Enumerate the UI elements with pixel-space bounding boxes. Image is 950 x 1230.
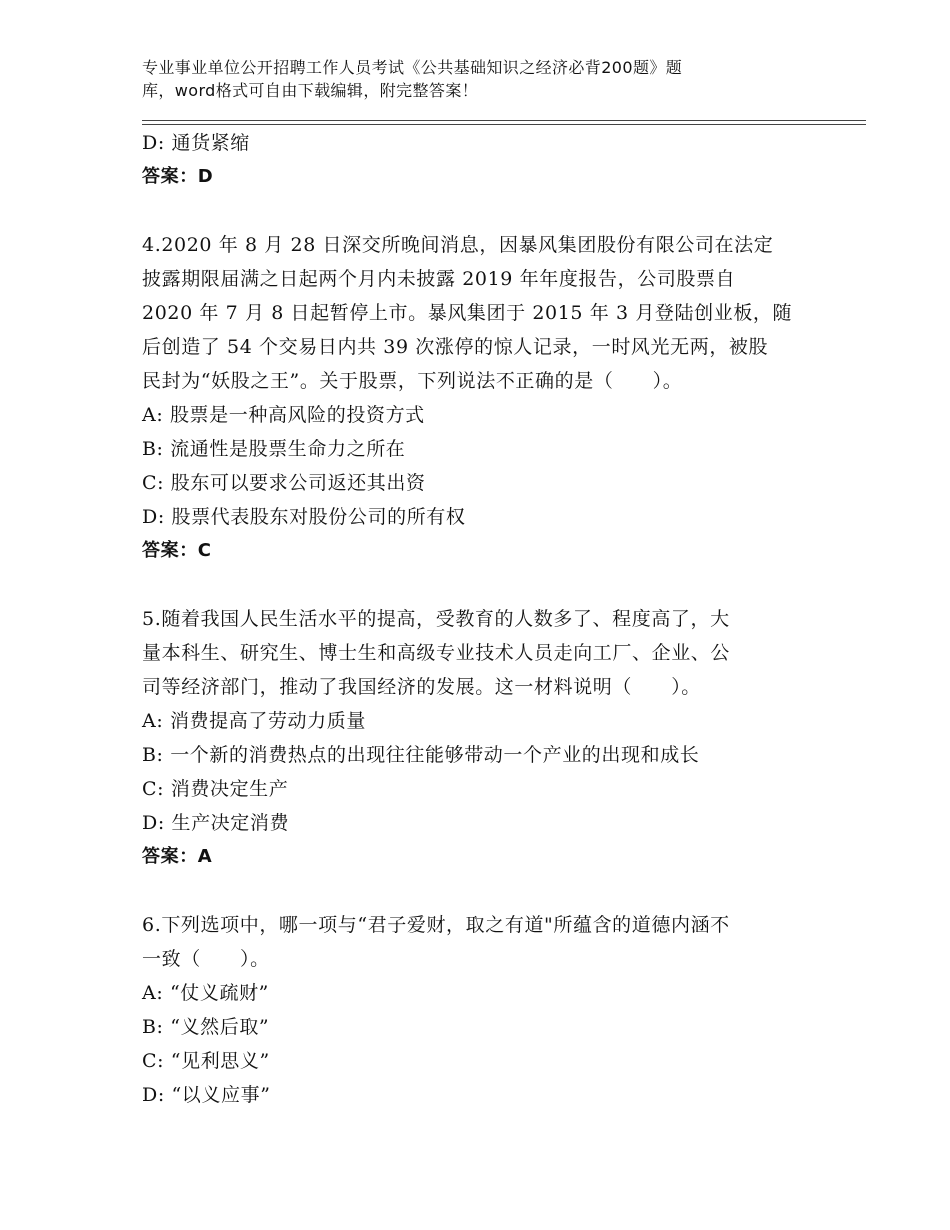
q4-stem-line: 披露期限届满之日起两个月内未披露 2019 年年度报告，公司股票自	[142, 268, 736, 290]
q4-stem-line: 4.2020 年 8 月 28 日深交所晚间消息，因暴风集团股份有限公司在法定	[142, 234, 774, 256]
q5-option-b: B: 一个新的消费热点的出现往往能够带动一个产业的出现和成长	[142, 744, 700, 766]
q3-answer: 答案：D	[142, 166, 214, 187]
q4-option-a: A: 股票是一种高风险的投资方式	[142, 404, 425, 426]
q6-option-a: A: “仗义疏财”	[142, 982, 269, 1004]
page-header	[142, 56, 822, 102]
q4-option-c: C: 股东可以要求公司返还其出资	[142, 472, 426, 494]
q6-option-b: B: “义然后取”	[142, 1016, 270, 1038]
q5-stem-line: 5.随着我国人民生活水平的提高，受教育的人数多了、程度高了，大	[142, 608, 730, 630]
q6-option-d: D: “以义应事”	[142, 1084, 271, 1106]
q5-stem-line: 司等经济部门，推动了我国经济的发展。这一材料说明（ ）。	[142, 676, 701, 698]
question-spacer	[142, 874, 822, 908]
question-5	[142, 602, 822, 874]
question-spacer	[142, 568, 822, 602]
q6-stem-line: 6.下列选项中，哪一项与“君子爱财，取之有道"所蕴含的道德内涵不	[142, 914, 730, 936]
q5-option-d: D: 生产决定消费	[142, 812, 290, 834]
q4-stem-line: 2020 年 7 月 8 日起暂停上市。暴风集团于 2015 年 3 月登陆创业板，随	[142, 302, 793, 324]
q4-option-d: D: 股票代表股东对股份公司的所有权	[142, 506, 466, 528]
question-spacer	[142, 194, 822, 228]
q5-option-a: A: 消费提高了劳动力质量	[142, 710, 366, 732]
header-title-line-1: 专业事业单位公开招聘工作人员考试《公共基础知识之经济必背200题》题	[142, 58, 683, 77]
q4-option-b: B: 流通性是股票生命力之所在	[142, 438, 406, 460]
q4-stem-line: 后创造了 54 个交易日内共 39 次涨停的惊人记录，一时风光无两，被股	[142, 336, 769, 358]
header-rule-bottom	[142, 124, 866, 125]
q4-stem-line: 民封为“妖股之王”。关于股票，下列说法不正确的是（ ）。	[142, 370, 683, 392]
q4-answer: 答案：C	[142, 540, 212, 561]
q5-stem-line: 量本科生、研究生、博士生和高级专业技术人员走向工厂、企业、公	[142, 642, 731, 664]
header-title-line-2: 库，word格式可自由下载编辑，附完整答案！	[142, 81, 479, 100]
q5-option-c: C: 消费决定生产	[142, 778, 289, 800]
q6-stem-line: 一致（ ）。	[142, 948, 270, 970]
question-6	[142, 908, 822, 1112]
question-4	[142, 228, 822, 568]
q3-option-d: D: 通货紧缩	[142, 132, 250, 154]
header-rule-top	[142, 120, 866, 121]
q5-answer: 答案：A	[142, 846, 213, 867]
q6-option-c: C: “见利思义”	[142, 1050, 270, 1072]
document-body	[142, 126, 822, 1112]
